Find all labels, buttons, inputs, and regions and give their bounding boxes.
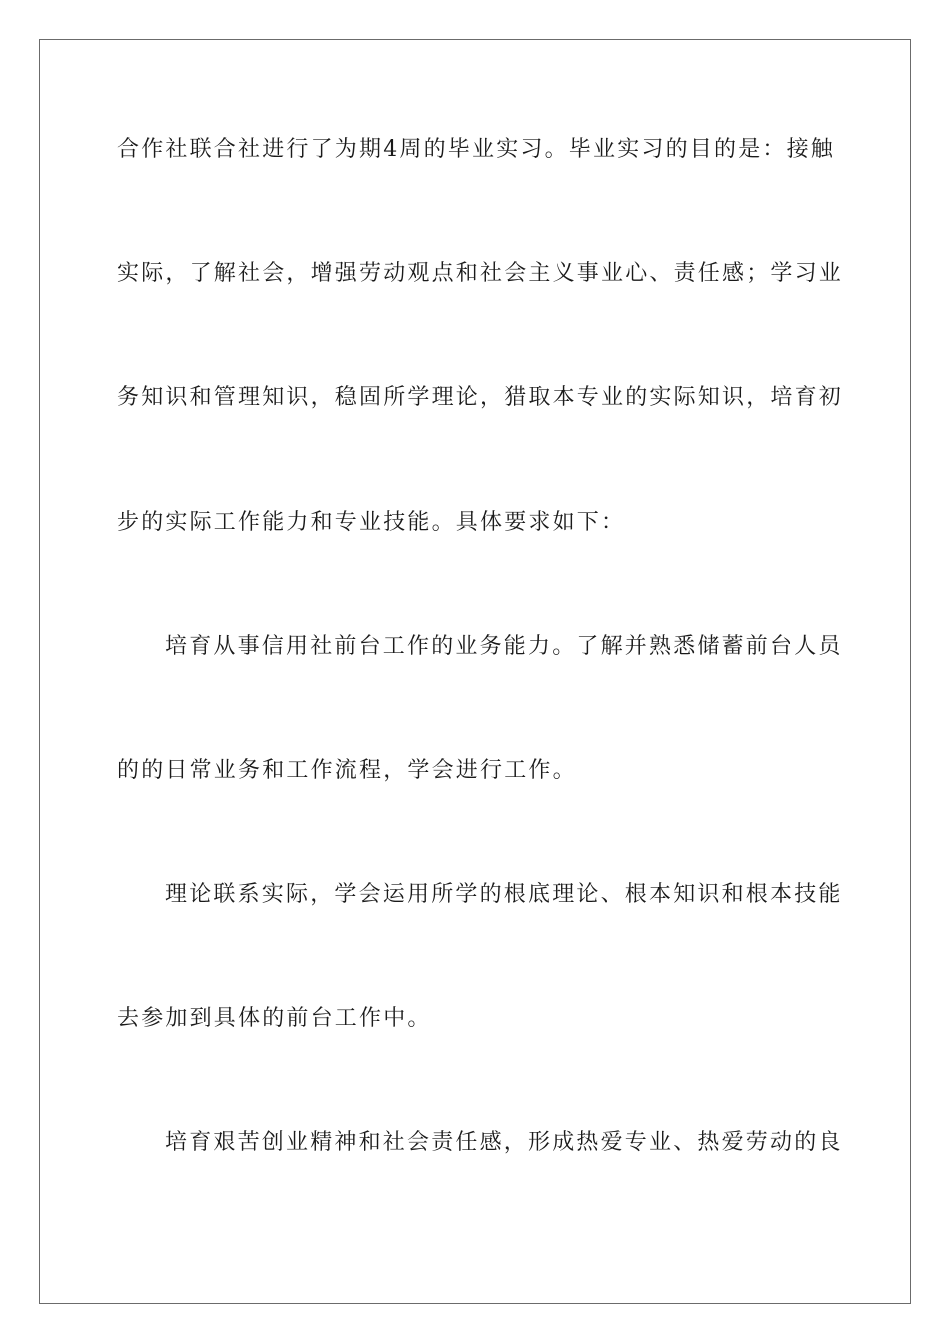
- paragraph-line-2: 实际，了解社会，增强劳动观点和社会主义事业心、责任感；学习业: [117, 261, 844, 286]
- paragraph-line-3: 务知识和管理知识，稳固所学理论，猎取本专业的实际知识，培育初: [117, 385, 844, 410]
- paragraph-line-7: 理论联系实际，学会运用所学的根底理论、根本知识和根本技能: [165, 882, 843, 907]
- paragraph-line-4: 步的实际工作能力和专业技能。具体要求如下：: [117, 510, 626, 535]
- paragraph-line-1: 合作社联合社进行了为期4周的毕业实习。毕业实习的目的是：接触: [117, 137, 835, 162]
- paragraph-line-9: 培育艰苦创业精神和社会责任感，形成热爱专业、热爱劳动的良: [165, 1130, 843, 1155]
- paragraph-line-5: 培育从事信用社前台工作的业务能力。了解并熟悉储蓄前台人员: [165, 634, 843, 659]
- paragraph-line-6: 的的日常业务和工作流程，学会进行工作。: [117, 758, 577, 783]
- page-border: [39, 39, 911, 1304]
- paragraph-line-8: 去参加到具体的前台工作中。: [117, 1006, 432, 1031]
